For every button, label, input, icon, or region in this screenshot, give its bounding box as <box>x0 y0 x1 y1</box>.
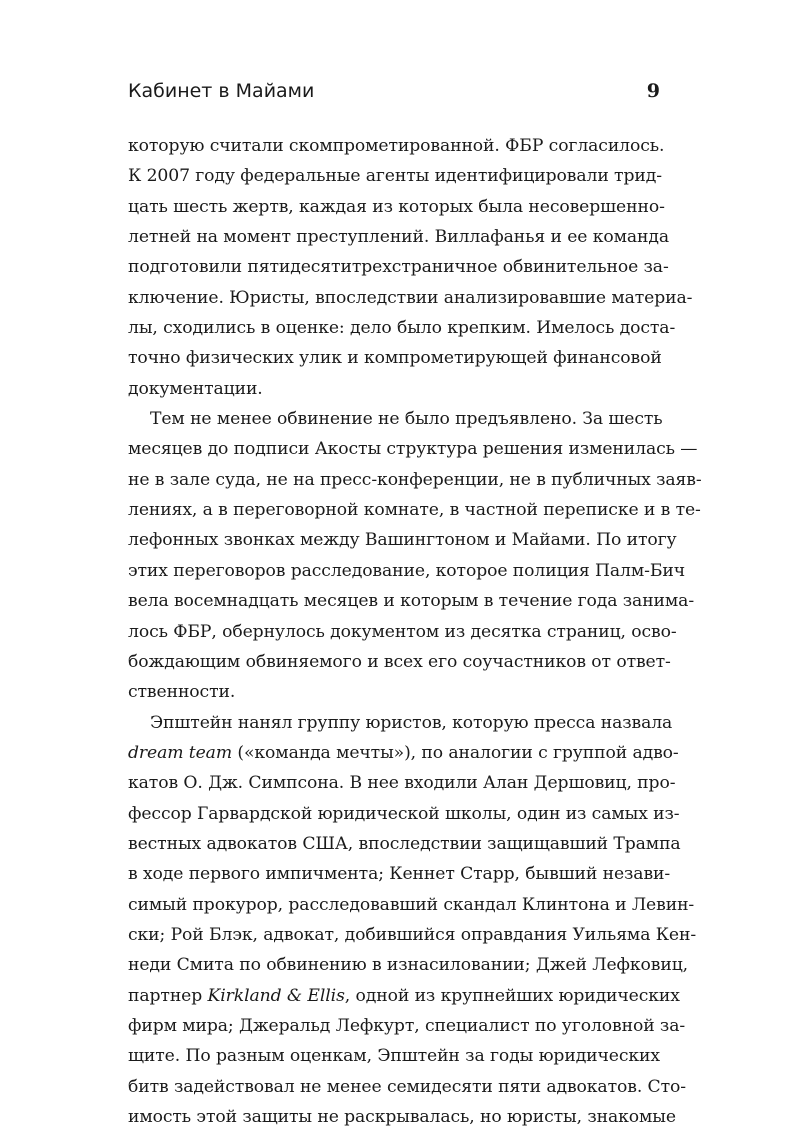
text-line: фирм мира; Джеральд Лефкурт, специалист по уголовной за- <box>128 1015 686 1036</box>
text-fragment: , одной из крупнейших юридических <box>344 985 680 1006</box>
text-line: лось ФБР, обернулось документом из десятка страниц, осво- <box>128 621 677 642</box>
text-line: Эпштейн нанял группу юристов, которую пресса назвала <box>150 712 673 733</box>
text-line <box>128 981 680 1011</box>
text-line: вела восемнадцать месяцев и которым в течение года занима- <box>128 591 695 612</box>
text-line: ски; Рой Блэк, адвокат, добившийся оправдания Уильяма Кен- <box>128 924 697 945</box>
text-line: не в зале суда, не на пресс-конференции, не в публичных заяв- <box>128 469 702 490</box>
text-line: подготовили пятидесятитрехстраничное обвинительное за- <box>128 257 669 278</box>
text-line: ственности. <box>128 682 236 703</box>
text-line: ключение. Юристы, впоследствии анализировавшие материа- <box>128 287 693 308</box>
text-line: цать шесть жертв, каждая из которых была несовершенно- <box>128 196 665 217</box>
text-line: летней на момент преступлений. Виллафанья и ее команда <box>128 227 670 248</box>
text-line <box>128 738 679 768</box>
text-line: щите. По разным оценкам, Эпштейн за годы юридических <box>128 1046 660 1067</box>
text-line: вестных адвокатов США, впоследствии защищавший Трампа <box>128 833 681 854</box>
italic-term: Kirkland & Ellis <box>207 985 345 1006</box>
text-line: лы, сходились в оценке: дело было крепким. Имелось доста- <box>128 318 676 339</box>
text-line: симый прокурор, расследовавший скандал Клинтона и Левин- <box>128 894 695 915</box>
text-line: имость этой защиты не раскрывалась, но юристы, знакомые <box>128 1107 676 1127</box>
text-line: неди Смита по обвинению в изнасиловании; Джей Лефковиц, <box>128 955 689 976</box>
text-line: лефонных звонках между Вашингтоном и Майами. По итогу <box>128 530 677 551</box>
text-line: К 2007 году федеральные агенты идентифицировали трид- <box>128 166 662 187</box>
text-line: лениях, а в переговорной комнате, в частной переписке и в те- <box>128 500 701 521</box>
text-line: месяцев до подписи Акосты структура решения изменилась — <box>128 439 698 460</box>
page-number: 9 <box>646 80 660 102</box>
text-line: бождающим обвиняемого и всех его соучастников от ответ- <box>128 651 671 672</box>
text-line: которую считали скомпрометированной. ФБР согласилось. <box>128 136 665 156</box>
running-title: Кабинет в Майами <box>128 80 315 102</box>
body-text <box>128 131 702 1132</box>
text-fragment: («команда мечты»), по аналогии с группой адво- <box>232 742 679 763</box>
text-line: этих переговоров расследование, которое полиция Палм-Бич <box>128 560 685 581</box>
italic-term: dream team <box>128 742 233 763</box>
text-line: точно физических улик и компрометирующей финансовой <box>128 348 662 369</box>
text-line: битв задействовал не менее семидесяти пяти адвокатов. Сто- <box>128 1076 686 1097</box>
text-line: катов О. Дж. Симпсона. В нее входили Алан Дершовиц, про- <box>128 773 676 794</box>
text-fragment: партнер <box>128 985 208 1006</box>
text-line: фессор Гарвардской юридической школы, один из самых из- <box>128 803 680 824</box>
text-line: документации. <box>128 378 263 399</box>
running-header <box>128 78 660 108</box>
text-line: в ходе первого импичмента; Кеннет Старр, бывший незави- <box>128 864 671 885</box>
text-line: Тем не менее обвинение не было предъявлено. За шесть <box>150 409 663 430</box>
